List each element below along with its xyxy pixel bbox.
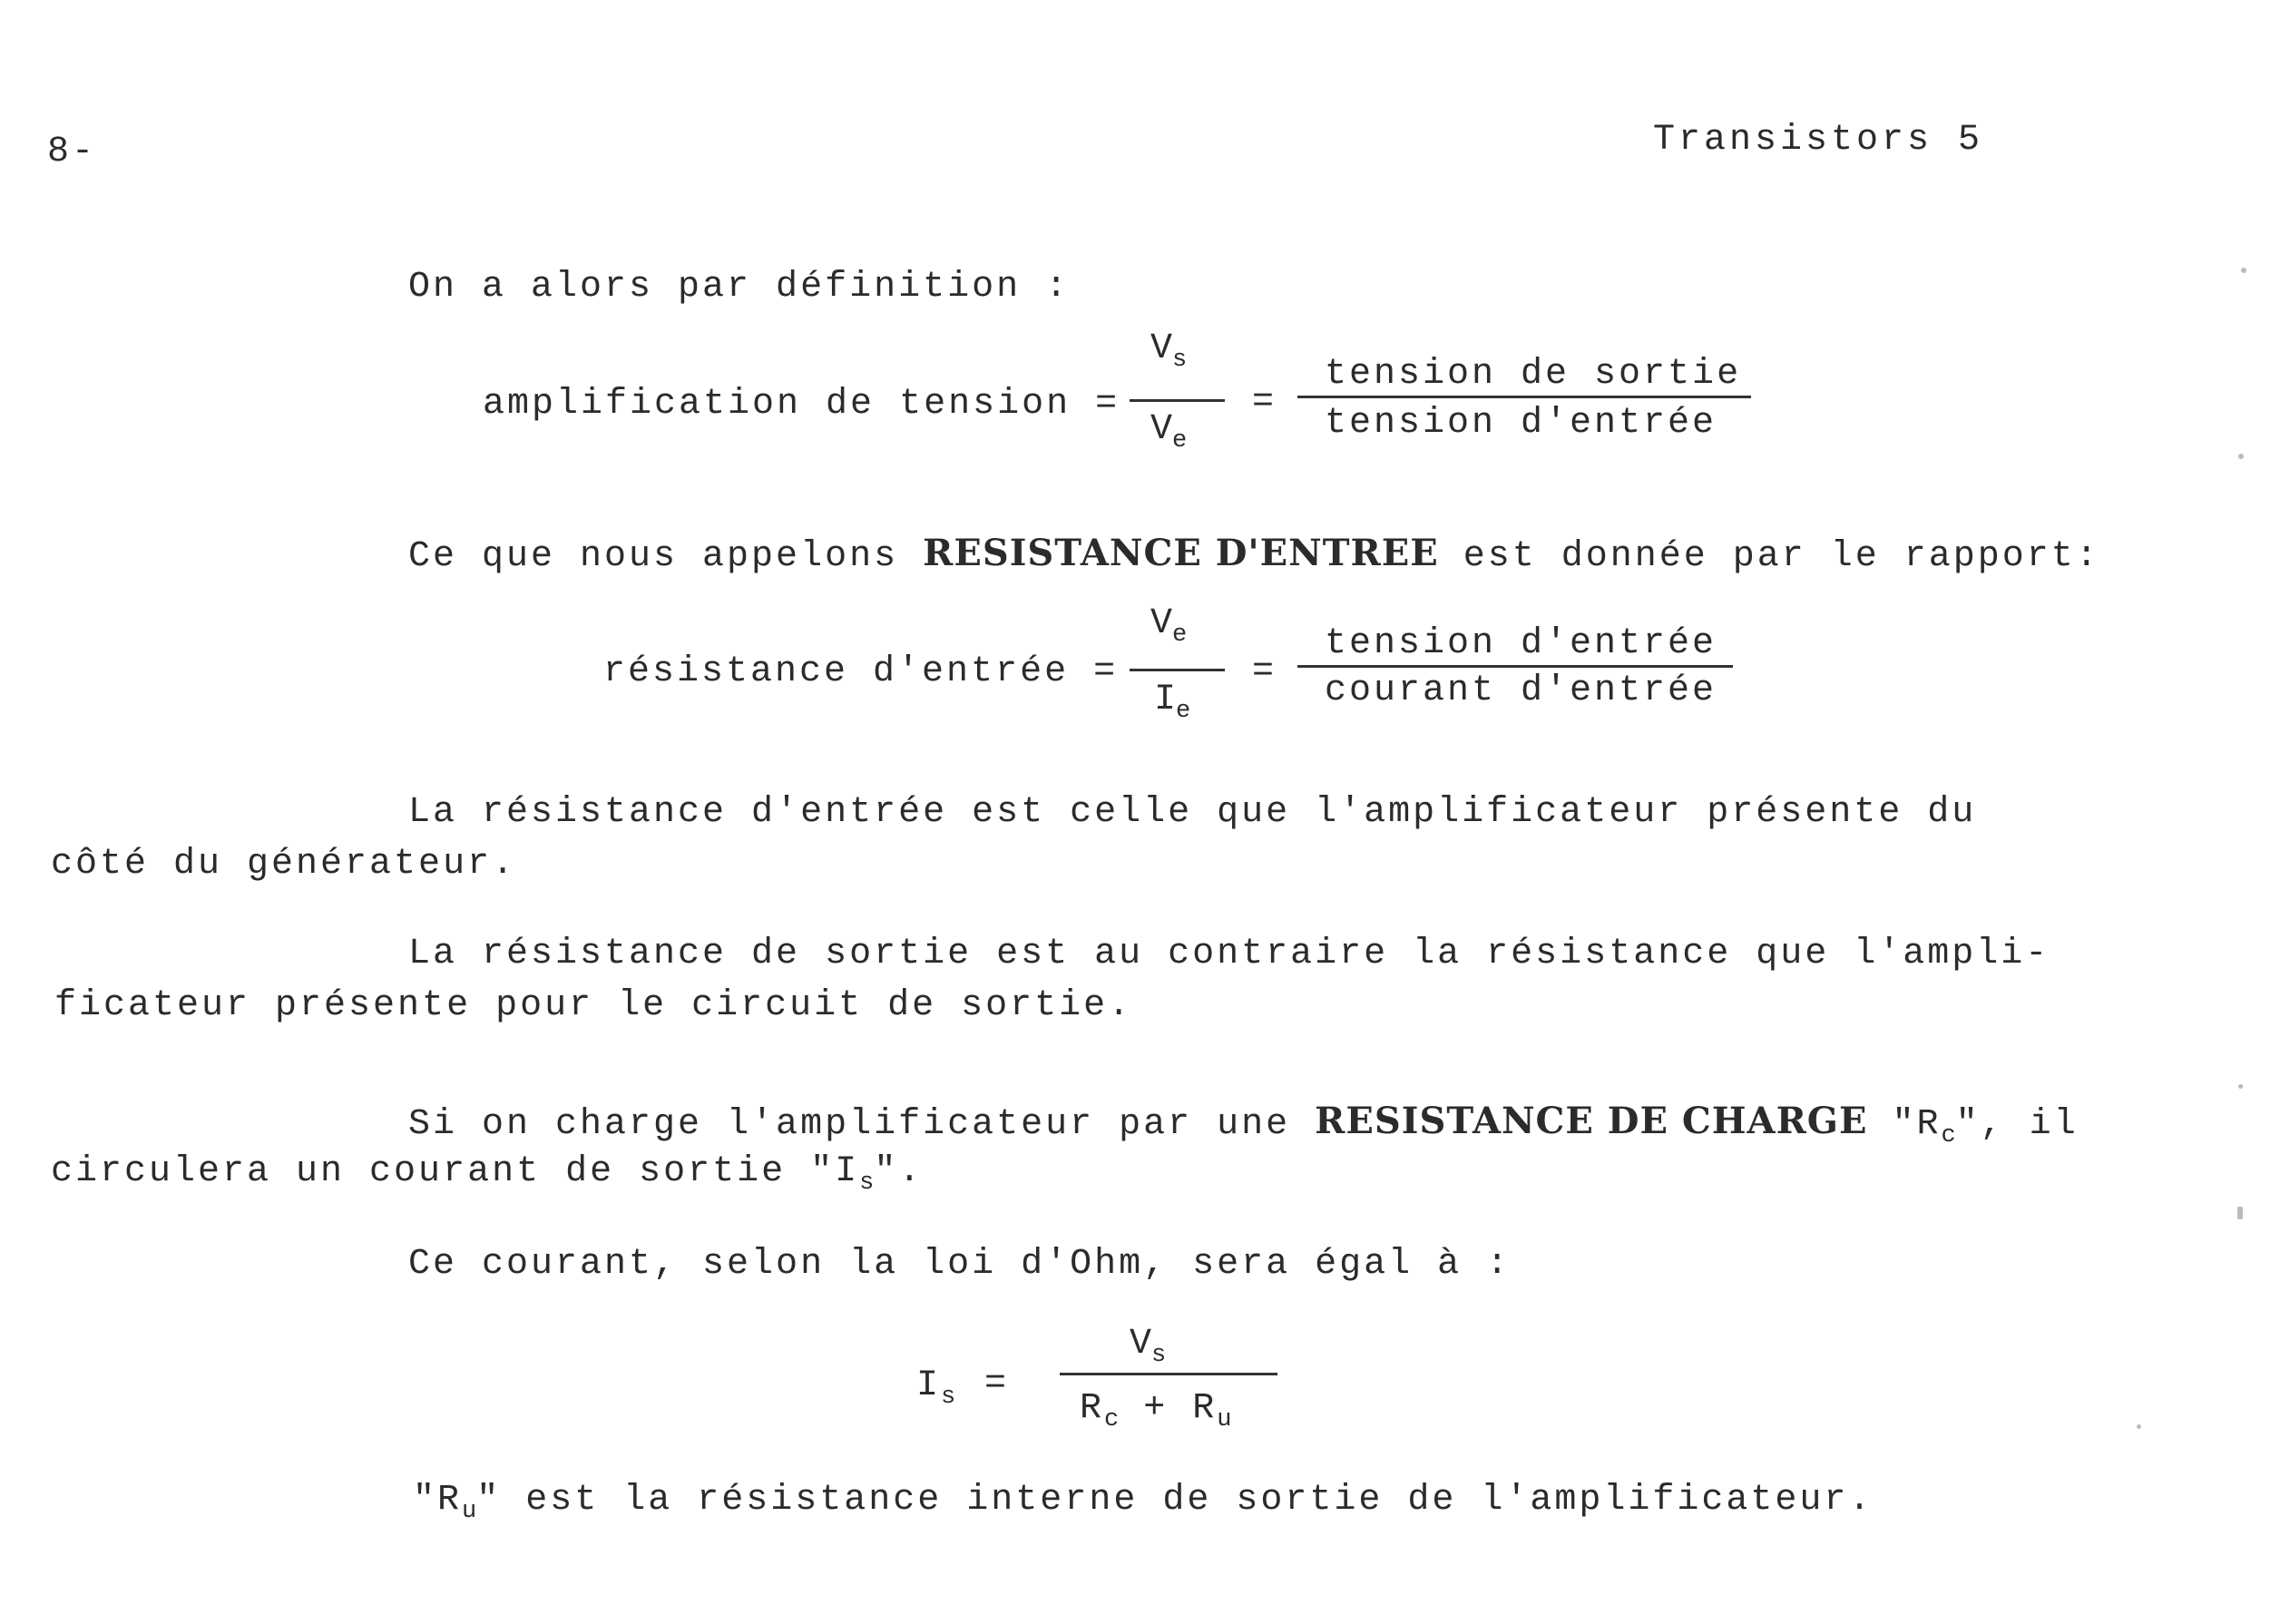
paragraph-line: Si on charge l'amplificateur par une RESISTANCE DE CHARGE "$R_c$", il [408,1100,2079,1150]
is-lhs: $I_s$ [916,1365,956,1411]
ve-denominator: $V_e$ [1150,409,1188,455]
fraction-bar [1297,665,1733,668]
fraction-numerator-text: tension de sortie [1325,354,1742,395]
fraction-numerator-text: tension d'entrée [1325,623,1717,664]
ve-numerator: $V_e$ [1150,603,1188,649]
equals-sign: = [984,1364,1010,1404]
paragraph-line: ficateur présente pour le circuit de sortie. [54,985,1133,1026]
vs-numerator: $V_s$ [1130,1324,1167,1369]
fraction-denominator-text: courant d'entrée [1325,670,1717,711]
rc-plus-ru-denominator: $R_c + R_u$ [1080,1388,1232,1433]
vs-numerator: $V_s$ [1150,328,1188,374]
closing-sentence: "$R_u$" est la résistance interne de sortie de l'amplificateur. [413,1480,1874,1525]
fraction-bar [1130,399,1225,402]
voltage-gain-label: amplification de tension = [483,384,1120,425]
paragraph-line: La résistance de sortie est au contraire la résistance que l'ampli- [408,934,2050,974]
fraction-bar [1297,396,1751,398]
ie-denominator: $I_e$ [1154,680,1191,725]
paragraph-line: côté du générateur. [51,844,517,885]
equals-sign: = [1252,382,1277,423]
input-resistance-label: résistance d'entrée = [603,651,1119,692]
definition-intro: On a alors par définition : [408,267,1071,308]
paragraph-line: La résistance d'entrée est celle que l'amplificateur présente du [408,792,1977,833]
fraction-bar [1130,669,1225,671]
scan-speck [2238,454,2244,459]
equals-sign: = [1252,651,1277,692]
scan-speck [2241,268,2246,273]
input-resistance-intro: Ce que nous appelons RESISTANCE D'ENTREE est donnée par le rapport: [408,532,2100,577]
paragraph-line: circulera un courant de sortie "$I_s$". [51,1151,924,1197]
fraction-bar [1060,1373,1277,1375]
paragraph-line: Ce courant, selon la loi d'Ohm, sera égal à : [408,1244,1512,1285]
scan-speck [2238,1084,2243,1089]
chapter-header: Transistors 5 [1653,120,1984,161]
fraction-denominator-text: tension d'entrée [1325,403,1717,444]
scan-speck [2237,1207,2243,1219]
page-number: 8- [47,132,97,172]
scan-speck [2137,1424,2141,1429]
